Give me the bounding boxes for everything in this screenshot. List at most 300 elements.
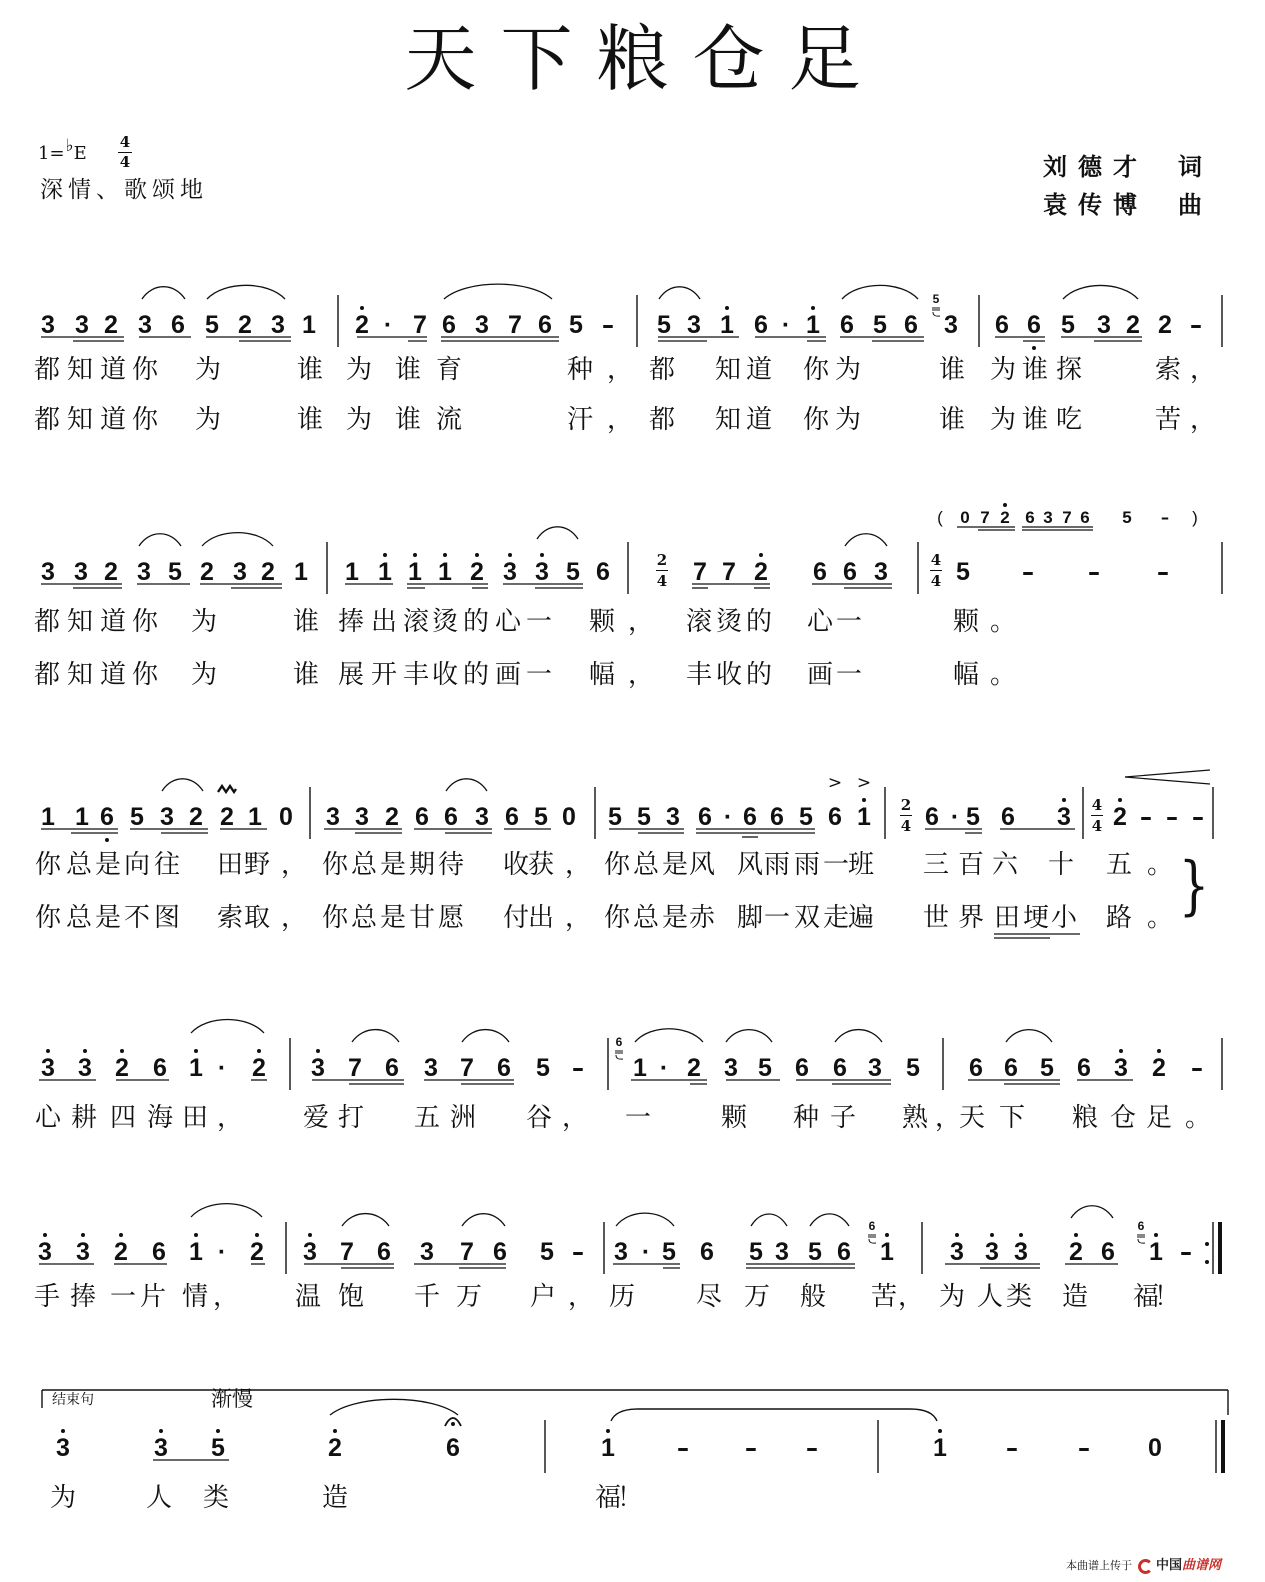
lyric-char: 画 xyxy=(494,660,521,690)
lyric-char: 一 xyxy=(822,850,849,880)
slur xyxy=(726,1030,772,1042)
lyric-char: 为 xyxy=(834,405,861,435)
lyric-char: 颗 xyxy=(952,607,979,637)
lyric-char: 汗 xyxy=(566,405,593,435)
lyric-char: 双 xyxy=(793,903,820,933)
note-3: 3 xyxy=(154,1434,168,1462)
note-1: 1 xyxy=(302,311,316,339)
lyric-char: 颗 xyxy=(720,1103,747,1133)
lyric-char: 百 xyxy=(957,850,984,880)
lyric-punctuation: ， xyxy=(280,903,307,933)
octave-dot-above xyxy=(360,306,364,310)
lyric-char: 为 xyxy=(190,607,217,637)
note-1: 1 xyxy=(880,1238,894,1266)
lyric-char: 为 xyxy=(989,405,1016,435)
lyric-char: 的 xyxy=(462,607,489,637)
note-5: 5 xyxy=(749,1238,763,1266)
lyric-char: 四 xyxy=(109,1103,136,1133)
note-3: 3 xyxy=(775,1238,789,1266)
accent-mark: > xyxy=(827,773,843,793)
note-3: 3 xyxy=(424,1054,438,1082)
note-5: 5 xyxy=(808,1238,822,1266)
lyric-char: 海 xyxy=(146,1103,173,1133)
lyric-char: 知 xyxy=(66,355,93,385)
note-7: 7 xyxy=(693,558,707,586)
crescendo-hairpin xyxy=(1125,777,1210,784)
slur xyxy=(810,1214,849,1226)
lyric-char: 谁 xyxy=(1021,355,1048,385)
note-3: 3 xyxy=(326,803,340,831)
lyric-char: 知 xyxy=(66,607,93,637)
sustain-dash: - xyxy=(1160,508,1170,527)
note-1: 1 xyxy=(806,311,820,339)
note-1: 1 xyxy=(933,1434,947,1462)
parenthesis: ) xyxy=(1192,508,1198,527)
augmentation-dot: · xyxy=(659,1054,669,1082)
lyric-char: 洲 xyxy=(449,1103,476,1133)
lyric-char: 路 xyxy=(1105,903,1132,933)
fermata-dot xyxy=(451,1422,455,1426)
note-6: 6 xyxy=(153,1054,167,1082)
note-1: 1 xyxy=(720,311,734,339)
lyric-char: 种 xyxy=(566,355,593,385)
lyric-char: 一 xyxy=(109,1282,136,1312)
lyric-char: 总 xyxy=(632,850,659,880)
lyric-char: 烫 xyxy=(715,607,742,637)
lyric-char: 向 xyxy=(123,850,150,880)
octave-dot-above xyxy=(885,1233,889,1237)
note-6: 6 xyxy=(743,803,757,831)
note-5: 5 xyxy=(966,803,980,831)
note-3: 3 xyxy=(874,558,888,586)
octave-dot-above xyxy=(955,1233,959,1237)
note-2: 2 xyxy=(1069,1238,1083,1266)
lyric-char: 是 xyxy=(379,850,406,880)
lyric-char: 田 xyxy=(216,850,243,880)
lyric-char: 手 xyxy=(33,1282,60,1312)
note-3: 3 xyxy=(78,1054,92,1082)
time-signature-denominator: 4 xyxy=(930,572,942,590)
lyric-char: 付 xyxy=(502,903,529,933)
note-6: 6 xyxy=(596,558,610,586)
note-1: 1 xyxy=(41,803,55,831)
lyric-char: 田 xyxy=(993,903,1020,933)
time-signature-denominator: 4 xyxy=(656,572,668,590)
lyric-char: 不 xyxy=(123,903,150,933)
grace-hook xyxy=(616,1055,623,1059)
sustain-dash: - xyxy=(1191,803,1205,831)
lyric-char: 捧 xyxy=(337,607,364,637)
note-6: 6 xyxy=(538,311,552,339)
lyric-char: 千 xyxy=(413,1282,440,1312)
sustain-dash: - xyxy=(1005,1434,1019,1462)
slur xyxy=(446,779,487,791)
key-tonic: E xyxy=(73,143,87,164)
lyric-char: 总 xyxy=(65,903,92,933)
slur xyxy=(845,534,887,546)
lyric-char: 你 xyxy=(131,607,158,637)
lyric-char: 为 xyxy=(190,660,217,690)
lyric-char: 苦 xyxy=(1154,405,1181,435)
octave-dot-above xyxy=(1074,1233,1078,1237)
note-3: 3 xyxy=(41,311,55,339)
augmentation-dot: · xyxy=(641,1238,651,1266)
slur xyxy=(207,285,285,299)
lyric-char: 幅 xyxy=(952,660,979,690)
note-3: 3 xyxy=(75,311,89,339)
lyric-char: 谁 xyxy=(1021,405,1048,435)
note-1: 1 xyxy=(633,1054,647,1082)
lyric-char: 户 xyxy=(529,1282,556,1312)
note-2: 2 xyxy=(754,558,768,586)
flat-icon: ♭ xyxy=(65,136,74,156)
lyric-char: 粮 xyxy=(1071,1103,1098,1133)
lyric-char: 心 xyxy=(806,607,833,637)
note-2: 2 xyxy=(238,311,252,339)
augmentation-dot: · xyxy=(781,311,791,339)
upload-footer xyxy=(1066,1558,1221,1574)
note-1: 1 xyxy=(345,558,359,586)
lyric-char: 谁 xyxy=(938,405,965,435)
note-2: 2 xyxy=(220,803,234,831)
sustain-dash: - xyxy=(1165,803,1179,831)
rest: 0 xyxy=(960,508,970,527)
lyric-char: 是 xyxy=(379,903,406,933)
lyric-char: 是 xyxy=(94,903,121,933)
note-5: 5 xyxy=(799,803,813,831)
lyric-char: 你 xyxy=(603,903,630,933)
note-3: 3 xyxy=(355,803,369,831)
note-3: 3 xyxy=(271,311,285,339)
lyric-char: 温 xyxy=(294,1282,321,1312)
lyric-char: 类 xyxy=(1005,1282,1032,1312)
rest: 0 xyxy=(562,803,576,831)
lyric-char: 为 xyxy=(49,1483,76,1513)
note-2: 2 xyxy=(355,311,369,339)
note-3: 3 xyxy=(38,1238,52,1266)
note-3: 3 xyxy=(138,311,152,339)
note-6: 6 xyxy=(795,1054,809,1082)
note-2: 2 xyxy=(385,803,399,831)
note-3: 3 xyxy=(535,558,549,586)
lyric-char: 三 xyxy=(922,850,949,880)
octave-dot-above xyxy=(81,1233,85,1237)
lyric-char: 滚 xyxy=(685,607,712,637)
mordent-icon xyxy=(218,786,236,792)
octave-dot-above xyxy=(1062,798,1066,802)
lyric-char: 丰 xyxy=(685,660,712,690)
note-2: 2 xyxy=(470,558,484,586)
lyric-char: 谁 xyxy=(296,355,323,385)
time-signature xyxy=(116,134,134,171)
note-6: 6 xyxy=(843,558,857,586)
note-7: 7 xyxy=(980,508,990,527)
lyricist-name: 刘德才 xyxy=(1043,153,1148,181)
octave-dot-above xyxy=(316,1049,320,1053)
note-6: 6 xyxy=(904,311,918,339)
note-3: 3 xyxy=(475,803,489,831)
note-3: 3 xyxy=(74,558,88,586)
note-6: 6 xyxy=(754,311,768,339)
octave-dot-above xyxy=(1119,1049,1123,1053)
octave-dot-above xyxy=(413,553,417,557)
note-5: 5 xyxy=(637,803,651,831)
lyric-char: 一 xyxy=(525,607,552,637)
logo-text-primary: 中国 xyxy=(1156,1558,1183,1573)
lyric-punctuation: 。 xyxy=(989,607,1016,637)
tempo-marking-ritardando: 渐慢 xyxy=(211,1387,253,1411)
note-2: 2 xyxy=(1000,508,1010,527)
octave-dot-above xyxy=(194,1049,198,1053)
lyric-char: 熟 xyxy=(901,1103,928,1133)
note-6: 6 xyxy=(770,803,784,831)
note-7: 7 xyxy=(460,1054,474,1082)
lyric-char: 一 xyxy=(835,660,862,690)
note-6: 6 xyxy=(1080,508,1090,527)
lyric-char: 幅 xyxy=(588,660,615,690)
lyric-char: 你 xyxy=(131,660,158,690)
note-3: 3 xyxy=(1057,803,1071,831)
lyric-char: 知 xyxy=(714,355,741,385)
sustain-dash: - xyxy=(1139,803,1153,831)
lyric-char: 片 xyxy=(139,1282,166,1312)
lyric-char: 小 xyxy=(1050,903,1077,933)
note-7: 7 xyxy=(348,1054,362,1082)
lyric-punctuation: ， xyxy=(561,1103,588,1133)
note-2: 2 xyxy=(114,1238,128,1266)
lyric-char: 田 xyxy=(181,1103,208,1133)
lyric-char: 你 xyxy=(321,850,348,880)
slur xyxy=(444,284,552,299)
lyric-char: 打 xyxy=(337,1103,364,1133)
note-5: 5 xyxy=(1040,1054,1054,1082)
slur xyxy=(352,1030,399,1042)
note-6: 6 xyxy=(505,803,519,831)
octave-dot-above xyxy=(862,798,866,802)
lyric-punctuation: ， xyxy=(216,1103,243,1133)
lyric-char: 你 xyxy=(802,405,829,435)
lyric-char: 烫 xyxy=(431,607,458,637)
augmentation-dot: · xyxy=(723,803,733,831)
note-3: 3 xyxy=(160,803,174,831)
note-5: 5 xyxy=(873,311,887,339)
note-6: 6 xyxy=(1004,1054,1018,1082)
repeat-dot xyxy=(1205,1260,1209,1264)
lyric-char: 为 xyxy=(345,355,372,385)
octave-dot-above xyxy=(159,1429,163,1433)
note-6: 6 xyxy=(1077,1054,1091,1082)
note-1: 1 xyxy=(857,803,871,831)
note-5: 5 xyxy=(1061,311,1075,339)
octave-dot-above xyxy=(443,553,447,557)
lyric-char: 谁 xyxy=(394,405,421,435)
note-7: 7 xyxy=(340,1238,354,1266)
note-1: 1 xyxy=(248,803,262,831)
octave-dot-below xyxy=(1032,346,1036,350)
lyric-char: 谁 xyxy=(938,355,965,385)
note-3: 3 xyxy=(868,1054,882,1082)
accent-mark: > xyxy=(856,773,872,793)
note-6: 6 xyxy=(100,803,114,831)
lyric-char: 雨 xyxy=(763,850,790,880)
time-signature-numerator: 2 xyxy=(656,551,668,569)
lyric-char: 仓 xyxy=(1109,1103,1136,1133)
note-1: 1 xyxy=(75,803,89,831)
note-5: 5 xyxy=(758,1054,772,1082)
slur xyxy=(191,1020,264,1033)
lyric-punctuation: ， xyxy=(1189,355,1216,385)
lyric-char: 耕 xyxy=(70,1103,97,1133)
sustain-dash: - xyxy=(1087,558,1101,586)
sustain-dash: - xyxy=(676,1434,690,1462)
lyric-punctuation: ， xyxy=(280,850,307,880)
lyricist-credit xyxy=(1043,152,1202,182)
note-6: 6 xyxy=(377,1238,391,1266)
lyric-char: 界 xyxy=(957,903,984,933)
octave-dot-above xyxy=(475,553,479,557)
note-5: 5 xyxy=(608,803,622,831)
lyric-char: 班 xyxy=(847,850,874,880)
note-1: 1 xyxy=(378,558,392,586)
composer-name: 袁传博 xyxy=(1043,191,1148,219)
lyric-char: 道 xyxy=(99,660,126,690)
lyric-char: 遍 xyxy=(847,903,874,933)
note-6: 6 xyxy=(1101,1238,1115,1266)
lyric-char: 万 xyxy=(743,1282,770,1312)
lyric-char: 开 xyxy=(370,660,397,690)
note-2: 2 xyxy=(252,1054,266,1082)
lyric-punctuation: 。 xyxy=(1146,850,1173,880)
key-signature xyxy=(38,136,87,166)
lyric-punctuation: 。 xyxy=(1146,903,1173,933)
lyric-char: 吃 xyxy=(1055,405,1082,435)
note-5: 5 xyxy=(906,1054,920,1082)
lyric-char: 足 xyxy=(1145,1103,1172,1133)
lyric-char: 走 xyxy=(822,903,849,933)
slur xyxy=(835,1030,882,1042)
slur xyxy=(139,534,181,546)
octave-dot-above xyxy=(1154,1233,1158,1237)
slur xyxy=(1006,1030,1052,1042)
augmentation-dot: · xyxy=(383,311,393,339)
note-3: 3 xyxy=(76,1238,90,1266)
lyric-char: 为 xyxy=(194,355,221,385)
time-signature-numerator: 4 xyxy=(1091,796,1103,814)
note-6: 6 xyxy=(837,1238,851,1266)
note-3: 3 xyxy=(950,1238,964,1266)
lyric-punctuation: ， xyxy=(897,1282,924,1312)
lyric-char: 收 xyxy=(502,850,529,880)
lyric-char: 流 xyxy=(435,405,462,435)
note-2: 2 xyxy=(104,558,118,586)
slur xyxy=(462,1030,509,1042)
logo-icon xyxy=(1138,1559,1153,1574)
note-3: 3 xyxy=(666,803,680,831)
note-7: 7 xyxy=(413,311,427,339)
note-6: 6 xyxy=(925,803,939,831)
note-3: 3 xyxy=(56,1434,70,1462)
lyric-char: 造 xyxy=(1061,1282,1088,1312)
sustain-dash: - xyxy=(571,1054,585,1082)
note-2: 2 xyxy=(200,558,214,586)
time-signature-denominator: 4 xyxy=(1091,817,1103,835)
lyric-char: 为 xyxy=(834,355,861,385)
sustain-dash: - xyxy=(1156,558,1170,586)
octave-dot-above xyxy=(606,1429,610,1433)
octave-dot-above xyxy=(1118,798,1122,802)
lyric-char: ！ xyxy=(616,1483,643,1513)
lyric-char: 风 xyxy=(688,850,715,880)
octave-dot-above xyxy=(308,1233,312,1237)
octave-dot-above xyxy=(333,1429,337,1433)
lyric-char: 赤 xyxy=(688,903,715,933)
lyric-char: 一 xyxy=(624,1103,651,1133)
time-signature-denominator: 4 xyxy=(900,817,912,835)
note-6: 6 xyxy=(497,1054,511,1082)
note-6: 6 xyxy=(493,1238,507,1266)
note-3: 3 xyxy=(687,311,701,339)
lyric-char: 历 xyxy=(608,1282,635,1312)
note-2: 2 xyxy=(189,803,203,831)
lyric-punctuation: ， xyxy=(1189,405,1216,435)
lyric-char: 类 xyxy=(202,1483,229,1513)
lyric-char: ！ xyxy=(1153,1282,1180,1312)
note-3: 3 xyxy=(614,1238,628,1266)
lyric-char: 你 xyxy=(34,903,61,933)
sustain-dash: - xyxy=(571,1238,585,1266)
lyric-char: 人 xyxy=(145,1483,172,1513)
octave-dot-above xyxy=(255,1233,259,1237)
note-6: 6 xyxy=(444,803,458,831)
slur xyxy=(162,779,203,791)
lyric-char: 甘 xyxy=(408,903,435,933)
composer-credit xyxy=(1043,190,1202,220)
note-6: 6 xyxy=(415,803,429,831)
slur xyxy=(1063,285,1138,299)
lyric-char: 探 xyxy=(1055,355,1082,385)
lyric-char: 为 xyxy=(345,405,372,435)
note-6: 6 xyxy=(152,1238,166,1266)
lyric-char: 五 xyxy=(1105,850,1132,880)
octave-dot-above xyxy=(759,553,763,557)
octave-dot-above xyxy=(1019,1233,1023,1237)
song-title: 天下粮仓足 xyxy=(404,17,885,101)
lyric-char: 是 xyxy=(94,850,121,880)
note-3: 3 xyxy=(985,1238,999,1266)
lyric-char: 知 xyxy=(66,405,93,435)
lyric-char: 饱 xyxy=(337,1282,364,1312)
footer-text: 本曲谱上传于 xyxy=(1066,1559,1132,1572)
lyric-char: 展 xyxy=(337,660,364,690)
note-2: 2 xyxy=(1126,311,1140,339)
lyric-char: 的 xyxy=(745,660,772,690)
lyric-char: 育 xyxy=(435,355,462,385)
lyric-char: 你 xyxy=(321,903,348,933)
lyric-char: 滚 xyxy=(402,607,429,637)
note-5: 5 xyxy=(205,311,219,339)
slur xyxy=(537,527,578,539)
lyric-punctuation: ， xyxy=(564,850,591,880)
crescendo-hairpin xyxy=(1125,770,1210,777)
lyric-char: 人 xyxy=(976,1282,1003,1312)
lyric-char: 索 xyxy=(1154,355,1181,385)
note-7: 7 xyxy=(722,558,736,586)
note-6: 6 xyxy=(171,311,185,339)
slur xyxy=(330,1399,458,1415)
sustain-dash: - xyxy=(601,311,615,339)
lyric-char: 出 xyxy=(527,903,554,933)
lyric-char: 捧 xyxy=(69,1282,96,1312)
